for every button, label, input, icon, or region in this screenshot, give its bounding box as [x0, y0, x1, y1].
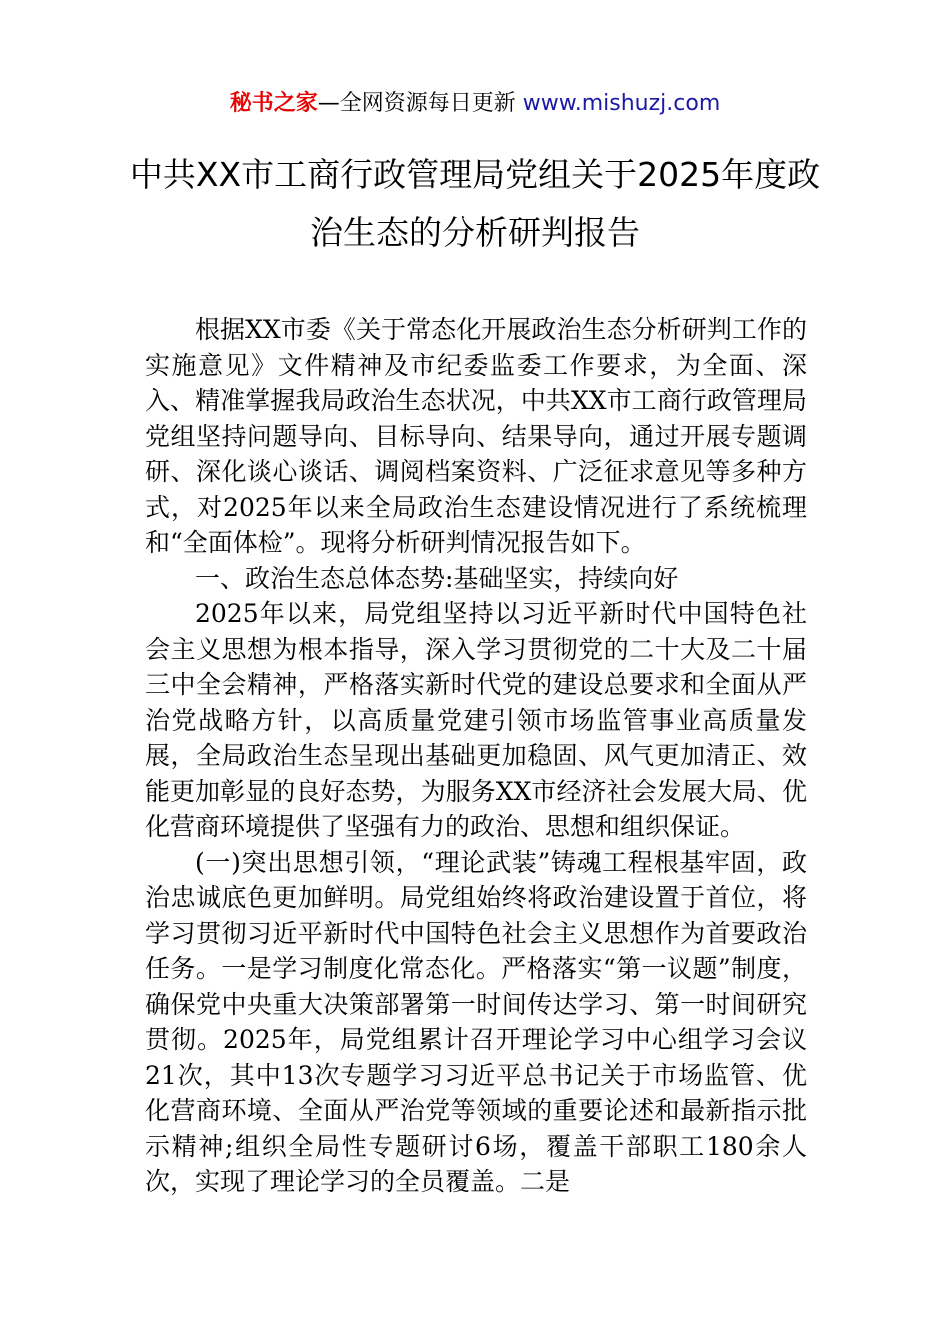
intro-paragraph: 根据XX市委《关于常态化开展政治生态分析研判工作的实施意见》文件精神及市纪委监委工作要求，为全面、深入、精准掌握我局政治生态状况，中共XX市工商行政管理局党组坚持问题导向、目标导向、结果导向，通过开展专题调研、深化谈心谈话、调阅档案资料、广泛征求意见等多种方式，对2025年以来全局政治生态建设情况进行了系统梳理和“全面体检”。现将分析研判情况报告如下。 — [145, 315, 807, 557]
header-tagline: —全网资源每日更新 — [317, 91, 523, 116]
document-title: 中共XX市工商行政管理局党组关于2025年度政治生态的分析研判报告 — [129, 155, 821, 252]
brand-name: 秘书之家 — [229, 91, 318, 116]
document-body — [145, 312, 807, 1200]
header-banner — [0, 88, 950, 120]
overview-paragraph: 2025年以来，局党组坚持以习近平新时代中国特色社会主义思想为根本指导，深入学习贯彻党的二十大及二十届三中全会精神，严格落实新时代党的建设总要求和全面从严治党战略方针，以高质量党建引领市场监管事业高质量发展，全局政治生态呈现出基础更加稳固、风气更加清正、效能更加彰显的良好态势，为服务XX市经济社会发展大局、优化营商环境提供了坚强有力的政治、思想和组织保证。 — [145, 599, 807, 841]
site-url-link[interactable]: www.mishuzj.com — [522, 91, 721, 116]
subsection-paragraph: (一)突出思想引领，“理论武装”铸魂工程根基牢固，政治忠诚底色更加鲜明。局党组始终将政治建设置于首位，将学习贯彻习近平新时代中国特色社会主义思想作为首要政治任务。一是学习制度化常态化。严格落实“第一议题”制度，确保党中央重大决策部署第一时间传达学习、第一时间研究贯彻。2025年，局党组累计召开理论学习中心组学习会议21次，其中13次专题学习习近平总书记关于市场监管、优化营商环境、全面从严治党等领域的重要论述和最新指示批示精神;组织全局性专题研讨6场，覆盖干部职工180余人次，实现了理论学习的全员覆盖。二是 — [145, 847, 807, 1196]
section-heading: 一、政治生态总体态势:基础坚实，持续向好 — [195, 563, 679, 593]
